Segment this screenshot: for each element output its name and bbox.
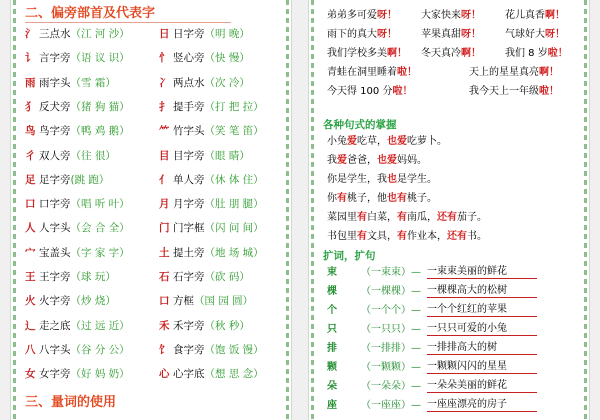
measure-word-reduplicated: （一个个） bbox=[361, 305, 411, 316]
pattern-text: 作业本， bbox=[407, 231, 447, 242]
pattern-text: 文具， bbox=[367, 231, 397, 242]
sentence-text: 我今天上一年级 bbox=[469, 86, 539, 97]
radical-symbol: 王 bbox=[25, 271, 36, 283]
radical-name: 禾字旁 bbox=[173, 319, 205, 332]
radical-entry bbox=[159, 196, 264, 212]
pattern-keyword: 也 bbox=[387, 174, 397, 185]
measure-word-dash: — bbox=[411, 324, 421, 335]
radical-symbol: 女 bbox=[25, 368, 36, 381]
section-heading-radicals: 二、偏旁部首及代表字 bbox=[25, 6, 156, 21]
pattern-text: 我 bbox=[327, 155, 337, 166]
radical-entry bbox=[159, 342, 264, 358]
sentence-particle: 啦！ bbox=[539, 86, 559, 97]
radical-examples: （地 场 城） bbox=[204, 246, 264, 259]
heading-underline bbox=[25, 22, 231, 23]
radical-entry bbox=[25, 245, 130, 261]
radical-entry bbox=[25, 123, 130, 139]
radical-entry bbox=[25, 220, 130, 236]
radical-entry bbox=[25, 26, 130, 42]
measure-word-dash: — bbox=[411, 267, 421, 278]
sentence-particle: 啦！ bbox=[547, 48, 568, 59]
measure-word-phrase: 一束束美丽的鲜花 bbox=[427, 265, 537, 279]
pattern-keyword: 还有 bbox=[437, 212, 457, 223]
radical-symbol: 门 bbox=[159, 222, 170, 235]
measure-word-dash: — bbox=[411, 286, 421, 297]
radical-symbol: 讠 bbox=[25, 52, 36, 65]
sentence-text: 我们 8 岁 bbox=[505, 48, 548, 59]
radical-examples: (跳 跑） bbox=[70, 173, 110, 186]
radical-entry bbox=[159, 293, 253, 309]
radical-examples: （次 冷） bbox=[204, 76, 250, 89]
radical-symbol: 日 bbox=[159, 28, 170, 40]
sentence-particle: 呀！ bbox=[545, 29, 565, 40]
pattern-sentence bbox=[327, 153, 427, 168]
sentence-particle: 啊！ bbox=[461, 48, 481, 59]
page-border-decoration bbox=[13, 0, 16, 420]
radical-examples: （秋 秒） bbox=[204, 319, 250, 332]
radical-symbol: 氵 bbox=[25, 28, 36, 40]
sentence-particle: 呀！ bbox=[461, 10, 481, 21]
pattern-text: 吃萝卜。 bbox=[407, 136, 447, 147]
radical-symbol: 人 bbox=[25, 222, 36, 235]
radical-symbol: 土 bbox=[159, 246, 170, 259]
radical-entry bbox=[25, 75, 116, 91]
radical-symbol: 饣 bbox=[159, 343, 170, 356]
radical-examples: （休 体 住） bbox=[204, 173, 264, 186]
radical-symbol: 彳 bbox=[25, 149, 36, 162]
radical-examples: （砍 码） bbox=[204, 271, 250, 283]
radical-examples: （鸭 鸡 鹅） bbox=[70, 125, 130, 138]
radical-name: 雨字头 bbox=[39, 76, 71, 89]
radical-name: 言字旁 bbox=[39, 52, 71, 65]
radical-entry bbox=[159, 99, 264, 115]
pattern-keyword: 爱 bbox=[347, 136, 357, 147]
radical-name: 提手旁 bbox=[173, 100, 205, 113]
radical-examples: （字 家 字） bbox=[70, 246, 130, 259]
page-border-decoration bbox=[286, 0, 289, 420]
sentence-particle: 啊！ bbox=[387, 48, 407, 59]
pattern-sentence bbox=[327, 210, 487, 225]
radical-entry bbox=[159, 220, 264, 236]
radical-name: 口字旁 bbox=[39, 198, 71, 211]
pattern-keyword: 还有 bbox=[447, 231, 467, 242]
radical-entry bbox=[159, 172, 264, 188]
measure-word-reduplicated: （一只只） bbox=[361, 324, 411, 335]
radical-examples: （明 晚） bbox=[204, 28, 250, 40]
measure-word: 个 bbox=[327, 305, 337, 316]
measure-word: 束 bbox=[327, 267, 337, 278]
radical-name: 火字旁 bbox=[39, 295, 71, 308]
radical-name: 方框 bbox=[173, 295, 194, 308]
pattern-text: 你是学生，我 bbox=[327, 174, 387, 185]
exclamation-sentence bbox=[327, 65, 417, 80]
pattern-text: 爸爸， bbox=[347, 155, 377, 166]
radical-symbol: 犭 bbox=[25, 100, 36, 113]
radical-entry bbox=[25, 99, 130, 115]
radical-name: 双人旁 bbox=[39, 149, 71, 162]
radical-name: 目字旁 bbox=[173, 149, 205, 162]
radical-entry bbox=[25, 269, 116, 285]
pattern-text: 小兔 bbox=[327, 136, 347, 147]
radical-examples: （笑 笔 笛） bbox=[204, 125, 264, 138]
radical-examples: （过 远 近） bbox=[70, 319, 130, 332]
exclamation-sentence bbox=[421, 46, 481, 61]
pattern-keyword: 有 bbox=[397, 212, 407, 223]
pattern-keyword: 爱 bbox=[337, 155, 347, 166]
radical-entry bbox=[25, 318, 130, 334]
radical-name: 石字旁 bbox=[173, 271, 205, 283]
measure-word-dash: — bbox=[411, 362, 421, 373]
exclamation-sentence bbox=[505, 46, 568, 61]
expand-heading: 扩词，扩句 bbox=[323, 250, 376, 262]
radical-examples: （雪 霜） bbox=[70, 76, 116, 89]
measure-word: 颗 bbox=[327, 362, 337, 373]
radical-name: 两点水 bbox=[173, 76, 205, 89]
exclamation-sentence bbox=[505, 8, 565, 23]
radical-name: 三点水 bbox=[39, 28, 71, 40]
pattern-text: 书。 bbox=[467, 231, 487, 242]
pattern-text: 南瓜， bbox=[407, 212, 437, 223]
radical-name: 反犬旁 bbox=[39, 100, 71, 113]
measure-word-phrase: 一颗颗闪闪的星星 bbox=[427, 360, 537, 374]
sentence-text: 我们学校多美 bbox=[327, 48, 387, 59]
exclamation-sentence bbox=[421, 27, 481, 42]
sentence-text: 花儿真香 bbox=[505, 10, 545, 21]
radical-name: 宝盖头 bbox=[39, 246, 71, 259]
radical-symbol: 宀 bbox=[25, 246, 36, 259]
radical-name: 心字底 bbox=[173, 368, 205, 381]
page-border-decoration bbox=[584, 0, 587, 420]
radical-examples: （国 园 圆） bbox=[194, 295, 254, 308]
pattern-text: 书包里 bbox=[327, 231, 357, 242]
sentence-particle: 啊！ bbox=[539, 67, 559, 78]
radical-examples: （饱 饭 馒） bbox=[204, 343, 264, 356]
radical-examples: （会 合 全） bbox=[70, 222, 130, 235]
radical-examples: （快 慢） bbox=[204, 52, 250, 65]
radical-name: 竖心旁 bbox=[173, 52, 205, 65]
measure-word-reduplicated: （一朵朵） bbox=[361, 381, 411, 392]
exclamation-sentence bbox=[469, 84, 559, 99]
sentence-text: 弟弟多可爱 bbox=[327, 10, 377, 21]
measure-word: 只 bbox=[327, 324, 337, 335]
radical-entry bbox=[25, 342, 130, 358]
radical-entry bbox=[159, 366, 264, 382]
measure-word-phrase: 一朵朵美丽的鲜花 bbox=[427, 379, 537, 393]
exclamation-sentence bbox=[421, 8, 481, 23]
radical-symbol: 冫 bbox=[159, 76, 170, 89]
radical-symbol: 目 bbox=[159, 149, 170, 162]
measure-word-reduplicated: （一颗颗） bbox=[361, 362, 411, 373]
radical-name: 走之底 bbox=[39, 319, 71, 332]
radical-symbol: 火 bbox=[25, 295, 36, 308]
measure-word-dash: — bbox=[411, 400, 421, 411]
radical-examples: （猪 狗 猫） bbox=[70, 100, 130, 113]
patterns-heading: 各种句式的掌握 bbox=[323, 119, 397, 131]
radical-entry bbox=[159, 245, 264, 261]
radical-symbol: 石 bbox=[159, 271, 170, 283]
radical-name: 竹字头 bbox=[173, 125, 205, 138]
radical-symbol: ⺮ bbox=[159, 125, 170, 138]
radical-examples: （眼 睛） bbox=[204, 149, 250, 162]
radical-symbol: 忄 bbox=[159, 52, 170, 65]
pattern-text: 白菜， bbox=[367, 212, 397, 223]
radical-examples: （球 玩） bbox=[70, 271, 116, 283]
radical-symbol: 足 bbox=[25, 173, 36, 186]
measure-word: 排 bbox=[327, 343, 337, 354]
pattern-keyword: 也爱 bbox=[377, 155, 397, 166]
radical-examples: （语 议 识） bbox=[70, 52, 130, 65]
radical-entry bbox=[159, 318, 250, 334]
exclamation-sentence bbox=[469, 65, 559, 80]
pattern-keyword: 有 bbox=[397, 231, 407, 242]
pattern-text: 吃草， bbox=[357, 136, 387, 147]
radical-name: 食字旁 bbox=[173, 343, 205, 356]
radical-symbol: 月 bbox=[159, 198, 170, 211]
sentence-particle: 呀！ bbox=[461, 29, 481, 40]
pattern-text: 你 bbox=[327, 193, 337, 204]
page-border-decoration bbox=[311, 0, 314, 420]
radical-symbol: 禾 bbox=[159, 319, 170, 332]
measure-word-phrase: 一棵棵高大的松树 bbox=[427, 284, 537, 298]
measure-word-phrase: 一排排高大的树 bbox=[427, 341, 537, 355]
radical-entry bbox=[159, 123, 264, 139]
radical-entry bbox=[25, 148, 116, 164]
pattern-keyword: 有 bbox=[357, 231, 367, 242]
radical-examples: （打 把 拉） bbox=[204, 100, 264, 113]
radical-name: 鸟字旁 bbox=[39, 125, 71, 138]
measure-word: 棵 bbox=[327, 286, 337, 297]
measure-word-phrase: 一只只可爱的小兔 bbox=[427, 322, 537, 336]
pattern-keyword: 有 bbox=[337, 193, 347, 204]
sentence-particle: 啦！ bbox=[397, 67, 417, 78]
radical-entry bbox=[25, 293, 116, 309]
radical-entry bbox=[159, 26, 250, 42]
exclamation-sentence bbox=[327, 27, 397, 42]
sentence-particle: 啊！ bbox=[545, 10, 565, 21]
radical-entry bbox=[25, 366, 130, 382]
pattern-sentence bbox=[327, 134, 447, 149]
pattern-text: 桃子。 bbox=[407, 193, 437, 204]
sentence-text: 青蛙在洞里睡着 bbox=[327, 67, 397, 78]
sentence-text: 天上的星星真亮 bbox=[469, 67, 539, 78]
radical-name: 单人旁 bbox=[173, 173, 205, 186]
sentence-particle: 呀！ bbox=[377, 10, 397, 21]
radical-examples: （谷 分 公） bbox=[70, 343, 130, 356]
measure-word-reduplicated: （一束束） bbox=[361, 267, 411, 278]
sentence-text: 今天得 100 分 bbox=[327, 86, 393, 97]
pattern-sentence bbox=[327, 172, 437, 187]
measure-word-reduplicated: （一排排） bbox=[361, 343, 411, 354]
exclamation-sentence bbox=[327, 84, 412, 99]
radical-name: 日字旁 bbox=[173, 28, 205, 40]
radical-symbol: 口 bbox=[159, 295, 170, 308]
pattern-text: 菜园里 bbox=[327, 212, 357, 223]
radical-entry bbox=[25, 50, 130, 66]
radical-symbol: 亻 bbox=[159, 173, 170, 186]
radical-entry bbox=[25, 172, 109, 188]
radical-entry bbox=[159, 75, 250, 91]
sentence-text: 苹果真甜 bbox=[421, 29, 461, 40]
radical-name: 门字框 bbox=[173, 222, 205, 235]
measure-word: 朵 bbox=[327, 381, 337, 392]
exclamation-sentence bbox=[327, 46, 407, 61]
section-heading-measure-words: 三、量词的使用 bbox=[25, 395, 117, 410]
pattern-text: 桃子，他 bbox=[347, 193, 387, 204]
radical-name: 王字旁 bbox=[39, 271, 71, 283]
pattern-text: 茄子。 bbox=[457, 212, 487, 223]
pattern-text: 妈妈。 bbox=[397, 155, 427, 166]
pattern-text: 是学生。 bbox=[397, 174, 437, 185]
pattern-keyword: 也有 bbox=[387, 193, 407, 204]
radical-examples: （想 思 念） bbox=[204, 368, 264, 381]
right-page bbox=[308, 0, 590, 420]
sentence-text: 气球好大 bbox=[505, 29, 545, 40]
radical-symbol: 八 bbox=[25, 343, 36, 356]
sentence-particle: 呀！ bbox=[377, 29, 397, 40]
radical-name: 人字头 bbox=[39, 222, 71, 235]
sentence-particle: 啦！ bbox=[392, 86, 413, 97]
radical-symbol: 心 bbox=[159, 368, 170, 381]
measure-word-dash: — bbox=[411, 305, 421, 316]
radical-name: 八字头 bbox=[39, 343, 71, 356]
measure-word-reduplicated: （一棵棵） bbox=[361, 286, 411, 297]
radical-entry bbox=[25, 196, 130, 212]
measure-word-phrase: 一座座漂亮的房子 bbox=[427, 398, 537, 412]
radical-entry bbox=[159, 148, 250, 164]
radical-examples: （往 很） bbox=[70, 149, 116, 162]
radical-symbol: 口 bbox=[25, 198, 36, 211]
left-page bbox=[10, 0, 292, 420]
exclamation-sentence bbox=[505, 27, 565, 42]
radical-name: 女字旁 bbox=[39, 368, 71, 381]
radical-examples: （闪 问 间） bbox=[204, 222, 264, 235]
radical-name: 足字旁 bbox=[39, 173, 71, 186]
pattern-sentence bbox=[327, 191, 437, 206]
radical-symbol: 辶 bbox=[25, 319, 36, 332]
radical-examples: （唱 听 叶） bbox=[70, 198, 130, 211]
measure-word-dash: — bbox=[411, 381, 421, 392]
measure-word: 座 bbox=[327, 400, 337, 411]
radical-name: 提土旁 bbox=[173, 246, 205, 259]
radical-name: 月字旁 bbox=[173, 198, 205, 211]
radical-entry bbox=[159, 50, 250, 66]
pattern-keyword: 也爱 bbox=[387, 136, 407, 147]
radical-examples: （肚 朋 腿） bbox=[204, 198, 264, 211]
radical-examples: （江 河 沙） bbox=[70, 28, 130, 40]
sentence-text: 冬天真冷 bbox=[421, 48, 461, 59]
pattern-keyword: 有 bbox=[357, 212, 367, 223]
radical-symbol: 扌 bbox=[159, 100, 170, 113]
measure-word-reduplicated: （一座座） bbox=[361, 400, 411, 411]
measure-word-dash: — bbox=[411, 343, 421, 354]
measure-word-phrase: 一个个红红的苹果 bbox=[427, 303, 537, 317]
radical-symbol: 雨 bbox=[25, 76, 36, 89]
radical-examples: （炒 烧） bbox=[70, 295, 116, 308]
sentence-text: 雨下的真大 bbox=[327, 29, 377, 40]
radical-symbol: 鸟 bbox=[25, 125, 36, 138]
exclamation-sentence bbox=[327, 8, 397, 23]
sentence-text: 大家快来 bbox=[421, 10, 461, 21]
radical-examples: （好 妈 奶） bbox=[70, 368, 130, 381]
radical-entry bbox=[159, 269, 250, 285]
pattern-sentence bbox=[327, 229, 487, 244]
